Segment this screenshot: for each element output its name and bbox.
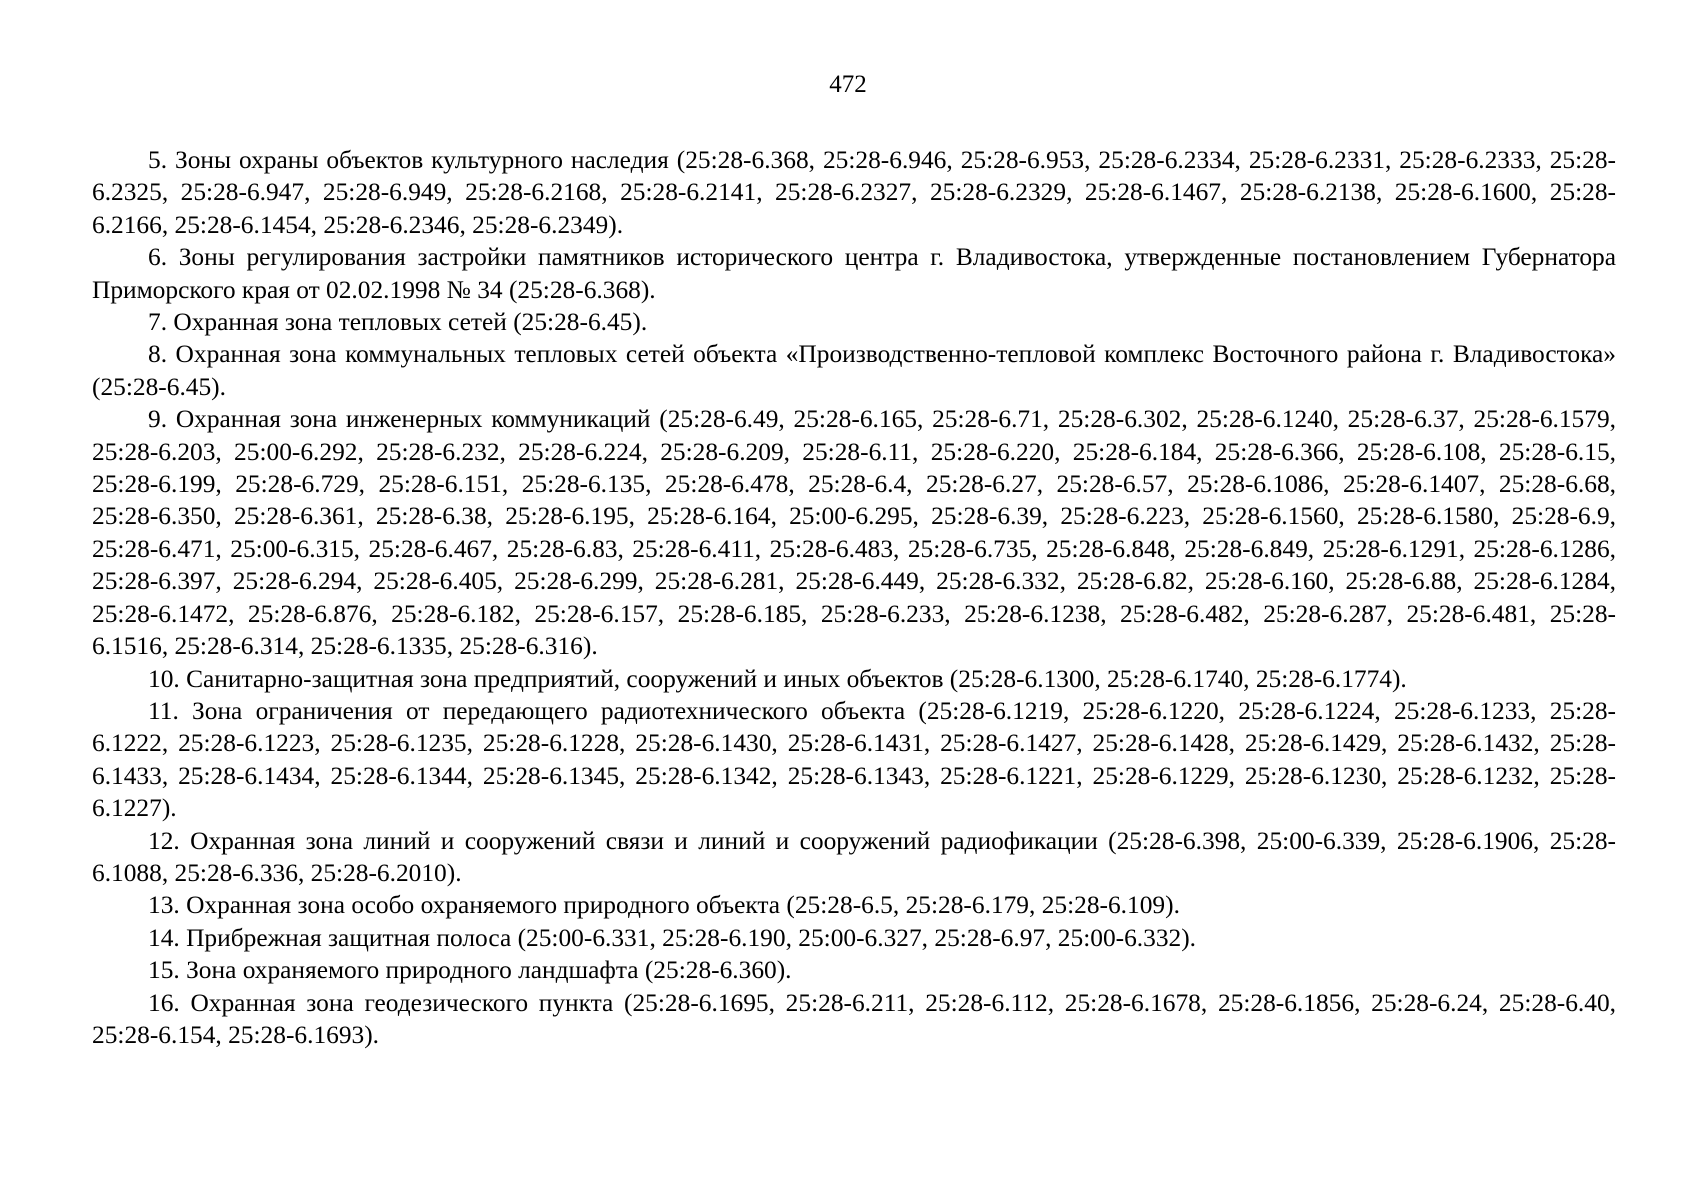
- paragraph-item-7: 7. Охранная зона тепловых сетей (25:28-6.45).: [148, 308, 648, 337]
- paragraph-item-16: 16. Охранная зона геодезического пункта (25:28-6.1695, 25:28-6.211, 25:28-6.112, 25:28-6.1678, 25:28-6.1856, 25:28-6.24, 25:28-6.40, 25:28-6.154, 25:28-6.1693).: [92, 988, 1616, 1049]
- document-body: [92, 144, 1616, 1051]
- paragraph-item-8: 8. Охранная зона коммунальных тепловых сетей объекта «Производственно-тепловой комплекс Восточного района г. Владивостока» (25:28-6.45).: [92, 340, 1616, 401]
- paragraph-item-13: 13. Охранная зона особо охраняемого природного объекта (25:28-6.5, 25:28-6.179, 25:28-6.109).: [148, 891, 1180, 920]
- page-number: 472: [829, 71, 867, 98]
- paragraph-item-15: 15. Зона охраняемого природного ландшафта (25:28-6.360).: [148, 956, 792, 985]
- paragraph-item-10: 10. Санитарно-защитная зона предприятий, сооружений и иных объектов (25:28-6.1300, 25:28-6.1740, 25:28-6.1774).: [148, 664, 1407, 693]
- paragraph-item-11: 11. Зона ограничения от передающего радиотехнического объекта (25:28-6.1219, 25:28-6.1220, 25:28-6.1224, 25:28-6.1233, 25:28-6.1222, 25:28-6.1223, 25:28-6.1235, 25:28-6.1228, 25:28-6.1430, 25:28-6.1431, 25:28-6.1427, 25:28-6.1428, 25:28-6.1429, 25:28-6.1432, 25:28-6.1433, 25:28-6.1434, 25:28-6.1344, 25:28-6.1345, 25:28-6.1342, 25:28-6.1343, 25:28-6.1221, 25:28-6.1229, 25:28-6.1230, 25:28-6.1232, 25:28-6.1227).: [92, 696, 1616, 823]
- paragraph-item-14: 14. Прибрежная защитная полоса (25:00-6.331, 25:28-6.190, 25:00-6.327, 25:28-6.97, 25:00-6.332).: [148, 923, 1197, 952]
- paragraph-item-12: 12. Охранная зона линий и сооружений связи и линий и сооружений радиофикации (25:28-6.398, 25:00-6.339, 25:28-6.1906, 25:28-6.1088, 25:28-6.336, 25:28-6.2010).: [92, 826, 1616, 887]
- paragraph-item-9: 9. Охранная зона инженерных коммуникаций (25:28-6.49, 25:28-6.165, 25:28-6.71, 25:28-6.302, 25:28-6.1240, 25:28-6.37, 25:28-6.1579, 25:28-6.203, 25:00-6.292, 25:28-6.232, 25:28-6.224, 25:28-6.209, 25:28-6.11, 25:28-6.220, 25:28-6.184, 25:28-6.366, 25:28-6.108, 25:28-6.15, 25:28-6.199, 25:28-6.729, 25:28-6.151, 25:28-6.135, 25:28-6.478, 25:28-6.4, 25:28-6.27, 25:28-6.57, 25:28-6.1086, 25:28-6.1407, 25:28-6.68, 25:28-6.350, 25:28-6.361, 25:28-6.38, 25:28-6.195, 25:28-6.164, 25:00-6.295, 25:28-6.39, 25:28-6.223, 25:28-6.1560, 25:28-6.1580, 25:28-6.9, 25:28-6.471, 25:00-6.315, 25:28-6.467, 25:28-6.83, 25:28-6.411, 25:28-6.483, 25:28-6.735, 25:28-6.848, 25:28-6.849, 25:28-6.1291, 25:28-6.1286, 25:28-6.397, 25:28-6.294, 25:28-6.405, 25:28-6.299, 25:28-6.281, 25:28-6.449, 25:28-6.332, 25:28-6.82, 25:28-6.160, 25:28-6.88, 25:28-6.1284, 25:28-6.1472, 25:28-6.876, 25:28-6.182, 25:28-6.157, 25:28-6.185, 25:28-6.233, 25:28-6.1238, 25:28-6.482, 25:28-6.287, 25:28-6.481, 25:28-6.1516, 25:28-6.314, 25:28-6.1335, 25:28-6.316).: [92, 405, 1616, 661]
- paragraph-item-5: 5. Зоны охраны объектов культурного наследия (25:28-6.368, 25:28-6.946, 25:28-6.953, 25:28-6.2334, 25:28-6.2331, 25:28-6.2333, 25:28-6.2325, 25:28-6.947, 25:28-6.949, 25:28-6.2168, 25:28-6.2141, 25:28-6.2327, 25:28-6.2329, 25:28-6.1467, 25:28-6.2138, 25:28-6.1600, 25:28-6.2166, 25:28-6.1454, 25:28-6.2346, 25:28-6.2349).: [92, 146, 1616, 239]
- paragraph-item-6: 6. Зоны регулирования застройки памятников исторического центра г. Владивостока, утвержденные постановлением Губернатора Приморского края от 02.02.1998 № 34 (25:28-6.368).: [92, 243, 1616, 304]
